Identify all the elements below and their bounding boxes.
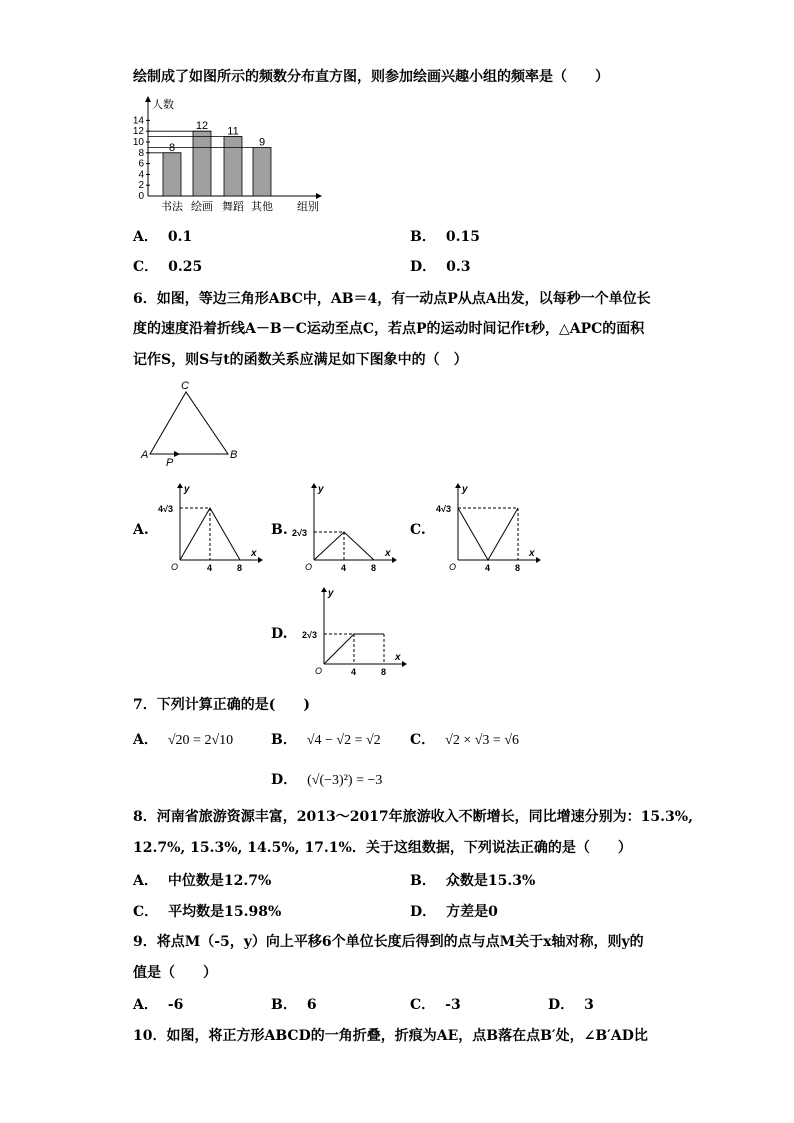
q6-line-3: 记作S，则S与t的函数关系应满足如下图象中的（ ） xyxy=(133,352,468,368)
q5-option-c[interactable]: C． 0.25 xyxy=(133,259,203,275)
q7-stem: 7．下列计算正确的是( ) xyxy=(133,697,310,713)
y-tick-label: 12 xyxy=(132,126,144,138)
vertex-b-label: B xyxy=(230,449,238,461)
svg-text:y: y xyxy=(328,588,334,599)
x-axis-arrow xyxy=(316,193,322,199)
q5-option-a[interactable]: A． 0.1 xyxy=(133,229,193,245)
point-p-label: P xyxy=(166,457,174,468)
svg-text:8: 8 xyxy=(237,563,243,573)
q6-graph-d[interactable] xyxy=(296,586,408,678)
q6-line-1: 6．如图，等边三角形ABC中，AB＝4，有一动点P从点A出发，以每秒一个单位长 xyxy=(133,291,651,307)
y-axis-label: 人数 xyxy=(152,99,174,111)
svg-text:O: O xyxy=(305,562,313,572)
category-label: 其他 xyxy=(251,201,273,213)
q9-line-1: 9．将点M（-5，y）向上平移6个单位长度后得到的点与点M关于x轴对称，则y的 xyxy=(133,934,644,950)
svg-text:x: x xyxy=(529,548,535,559)
q7-option-d[interactable]: D． (√(−3)²) = −3 xyxy=(271,772,383,788)
x-axis-label: 组别 xyxy=(297,201,319,213)
q5-option-b[interactable]: B． 0.15 xyxy=(410,229,480,245)
bar xyxy=(253,147,271,196)
y-tick-label: 14 xyxy=(132,115,144,127)
svg-text:4: 4 xyxy=(207,563,213,573)
q10-line-1: 10．如图，将正方形ABCD的一角折叠，折痕为AE，点B落在点B′处，∠B′AD比 xyxy=(133,1028,648,1044)
vertex-a-label: A xyxy=(141,449,149,461)
svg-text:2√3: 2√3 xyxy=(292,528,307,538)
bar-value-label: 8 xyxy=(168,141,176,154)
q9-line-2: 值是（ ） xyxy=(133,965,217,981)
svg-text:4: 4 xyxy=(351,667,357,677)
q9-option-c[interactable]: C． -3 xyxy=(410,997,461,1013)
bar-value-label: 9 xyxy=(258,136,266,149)
bar xyxy=(163,153,181,196)
q5-option-d[interactable]: D． 0.3 xyxy=(410,259,471,275)
q6-graph-b[interactable] xyxy=(286,482,398,574)
y-tick-label: 10 xyxy=(132,137,144,148)
q6-line-2: 度的速度沿着折线A－B－C运动至点C，若点P的运动时间记作t秒，△APC的面积 xyxy=(133,321,645,337)
bar xyxy=(193,131,211,196)
bar-value-label: 11 xyxy=(227,125,239,138)
svg-text:y: y xyxy=(184,484,190,495)
category-label: 书法 xyxy=(161,201,183,213)
svg-text:x: x xyxy=(385,548,391,559)
y-tick-label: 8 xyxy=(138,147,144,159)
q7-option-b[interactable]: B． √4 − √2 = √2 xyxy=(271,732,381,748)
q8-line-1: 8．河南省旅游资源丰富，2013～2017年旅游收入不断增长，同比增速分别为：15.3%, xyxy=(133,809,693,825)
svg-text:4√3: 4√3 xyxy=(436,504,451,514)
q6-triangle-figure xyxy=(138,378,248,468)
svg-text:2√3: 2√3 xyxy=(302,630,317,640)
q8-option-d[interactable]: D． 方差是0 xyxy=(410,904,498,920)
q5-stem: 绘制成了如图所示的频数分布直方图，则参加绘画兴趣小组的频率是（ ） xyxy=(133,69,609,85)
svg-text:x: x xyxy=(395,652,401,663)
q9-option-d[interactable]: D． 3 xyxy=(548,997,594,1013)
svg-text:4√3: 4√3 xyxy=(158,504,173,514)
svg-text:y: y xyxy=(318,484,324,495)
y-tick-label: 6 xyxy=(138,158,144,170)
q6-option-d-label[interactable]: D. xyxy=(271,626,288,642)
q6-option-c-label[interactable]: C. xyxy=(410,522,426,538)
q8-option-a[interactable]: A． 中位数是12.7% xyxy=(133,873,272,889)
q7-option-a[interactable]: A． √20 = 2√10 xyxy=(133,732,234,748)
q6-graph-a[interactable] xyxy=(152,482,264,574)
svg-text:4: 4 xyxy=(341,563,347,573)
svg-text:O: O xyxy=(315,666,323,676)
q8-option-c[interactable]: C． 平均数是15.98% xyxy=(133,904,282,920)
bar xyxy=(224,137,242,196)
q7-option-c[interactable]: C． √2 × √3 = √6 xyxy=(410,732,519,748)
svg-text:y: y xyxy=(462,484,468,495)
svg-text:8: 8 xyxy=(381,667,387,677)
svg-text:x: x xyxy=(251,548,257,559)
y-tick-label: 0 xyxy=(138,191,144,202)
svg-text:8: 8 xyxy=(371,563,377,573)
y-tick-label: 4 xyxy=(138,169,144,181)
svg-text:8: 8 xyxy=(515,563,521,573)
y-tick-label: 2 xyxy=(138,180,144,192)
q6-option-a-label[interactable]: A. xyxy=(133,522,149,538)
q5-histogram xyxy=(128,96,328,216)
category-label: 绘画 xyxy=(191,201,213,213)
y-axis-arrow xyxy=(145,96,151,102)
svg-text:O: O xyxy=(171,562,179,572)
q9-option-b[interactable]: B． 6 xyxy=(271,997,317,1013)
q8-line-2: 12.7%, 15.3%, 14.5%, 17.1%．关于这组数据，下列说法正确的是（ ） xyxy=(133,840,632,856)
category-label: 舞蹈 xyxy=(222,201,244,213)
vertex-c-label: C xyxy=(181,380,189,392)
q9-option-a[interactable]: A． -6 xyxy=(133,997,184,1013)
svg-text:O: O xyxy=(449,562,457,572)
q8-option-b[interactable]: B． 众数是15.3% xyxy=(410,873,536,889)
bar-value-label: 12 xyxy=(195,120,209,133)
svg-text:4: 4 xyxy=(485,563,491,573)
q6-graph-c[interactable] xyxy=(430,482,542,574)
q6-option-b-label[interactable]: B. xyxy=(271,522,288,538)
